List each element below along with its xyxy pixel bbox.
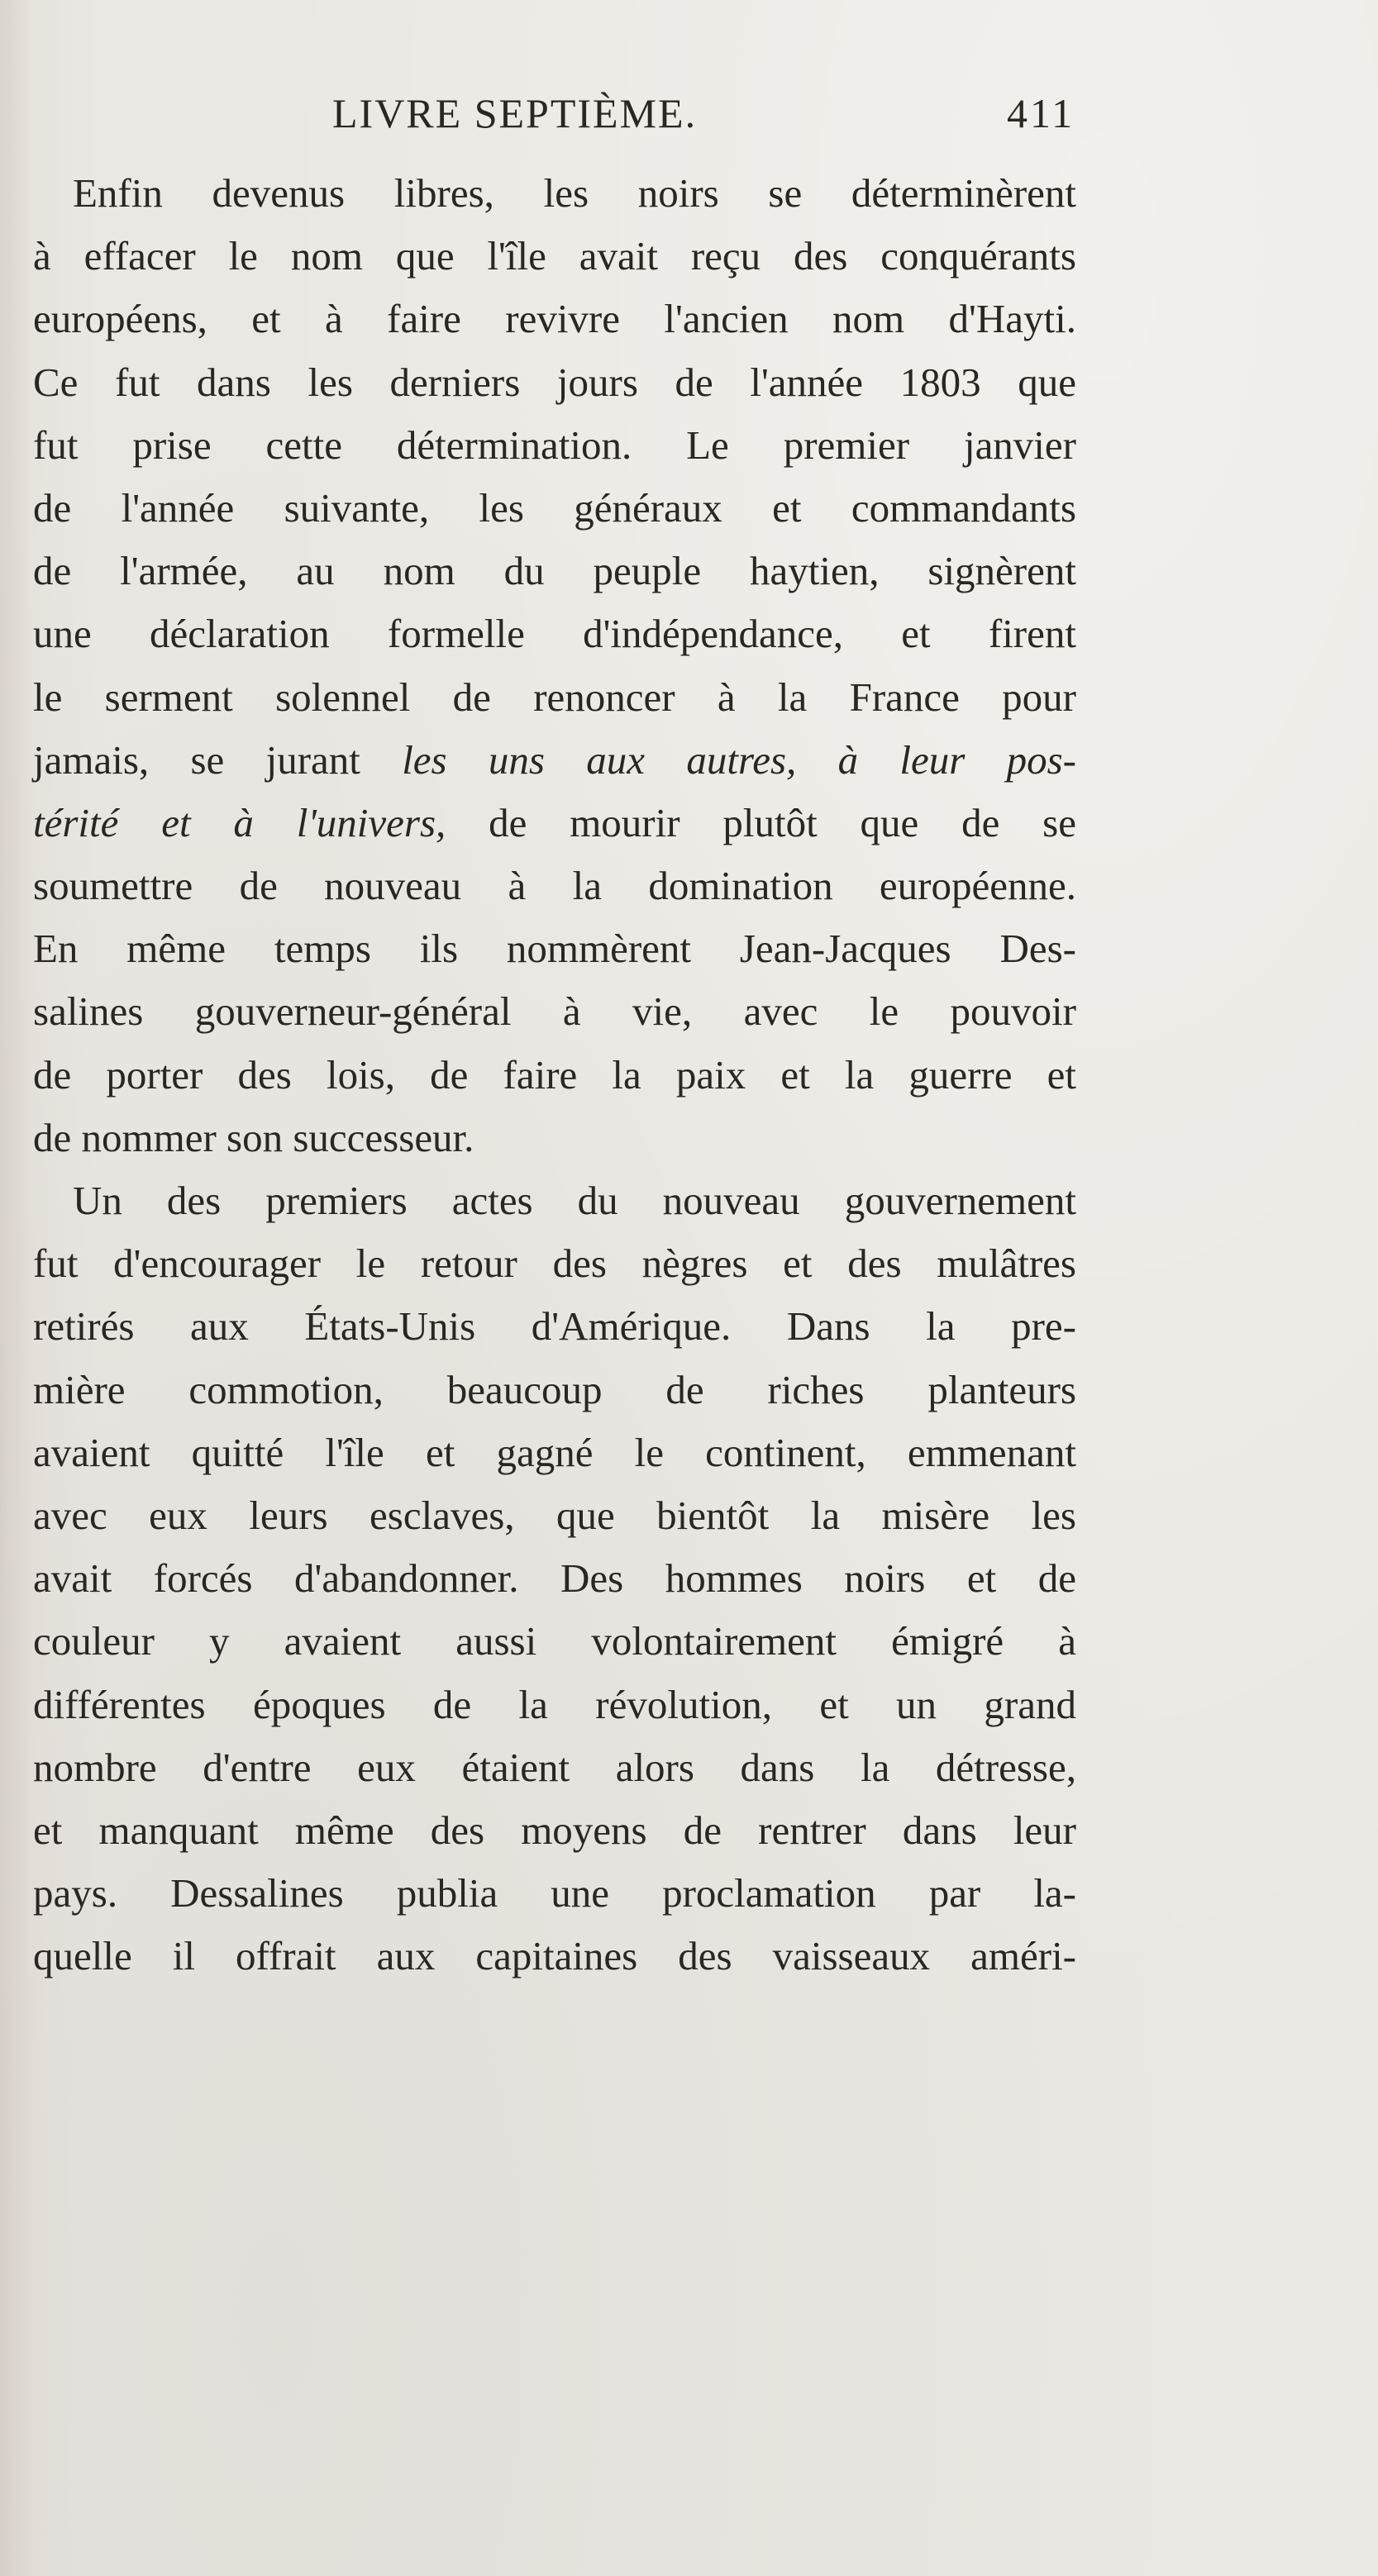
text-line: quelle il offrait aux capitaines des vaisseaux améri- xyxy=(33,1933,1076,1979)
body-text xyxy=(33,162,1076,1988)
text-line: de nommer son successeur. xyxy=(33,1114,474,1160)
text-line: une déclaration formelle d'indépendance, et firent xyxy=(33,611,1076,657)
text-line: soumettre de nouveau à la domination européenne. xyxy=(33,863,1076,909)
text-line: avec eux leurs esclaves, que bientôt la misère les xyxy=(33,1492,1076,1538)
running-head xyxy=(0,89,1378,147)
text-line: différentes époques de la révolution, et un grand xyxy=(33,1681,1076,1727)
text-line: Enfin devenus libres, les noirs se déterminèrent xyxy=(73,170,1076,216)
text-line: salines gouverneur-général à vie, avec le pouvoir xyxy=(33,988,1076,1035)
text-line: de l'armée, au nom du peuple haytien, signèrent xyxy=(33,548,1076,594)
text-line: couleur y avaient aussi volontairement émigré à xyxy=(33,1618,1076,1664)
running-head-title: LIVRE SEPTIÈME. xyxy=(332,90,698,136)
text-line: térité et à l'univers, de mourir plutôt que de se xyxy=(33,799,1076,845)
text-line: fut d'encourager le retour des nègres et des mulâtres xyxy=(33,1240,1076,1287)
text-line: fut prise cette détermination. Le premier janvier xyxy=(33,421,1076,468)
text-line: Un des premiers actes du nouveau gouvernement xyxy=(73,1178,1076,1223)
text-line: le serment solennel de renoncer à la France pour xyxy=(33,674,1076,720)
text-line: nombre d'entre eux étaient alors dans la détresse, xyxy=(33,1744,1076,1790)
text-line: En même temps ils nommèrent Jean-Jacques Des- xyxy=(33,926,1076,972)
text-line: avait forcés d'abandonner. Des hommes noirs et de xyxy=(33,1555,1076,1602)
italic-quote: térité et à l'univers, xyxy=(33,799,446,845)
text-line: à effacer le nom que l'île avait reçu des conquérants xyxy=(33,233,1076,279)
text-line: et manquant même des moyens de rentrer dans leur xyxy=(33,1807,1076,1853)
text-line: mière commotion, beaucoup de riches planteurs xyxy=(33,1366,1076,1412)
text-line: européens, et à faire revivre l'ancien nom d'Hayti. xyxy=(33,296,1076,342)
text-line: de porter des lois, de faire la paix et la guerre et xyxy=(33,1051,1076,1098)
italic-quote: les uns aux autres, à leur pos- xyxy=(402,736,1076,783)
text-line: retirés aux États-Unis d'Amérique. Dans la pre- xyxy=(33,1303,1076,1350)
text-line: jamais, se jurant les uns aux autres, à leur pos- xyxy=(33,736,1076,783)
text-line: pays. Dessalines publia une proclamation par la- xyxy=(33,1870,1076,1917)
text-line: avaient quitté l'île et gagné le continent, emmenant xyxy=(33,1429,1076,1475)
page-number: 411 xyxy=(1007,90,1075,136)
text-line: de l'année suivante, les généraux et commandants xyxy=(33,484,1076,531)
text-line: Ce fut dans les derniers jours de l'année 1803 que xyxy=(33,359,1076,405)
